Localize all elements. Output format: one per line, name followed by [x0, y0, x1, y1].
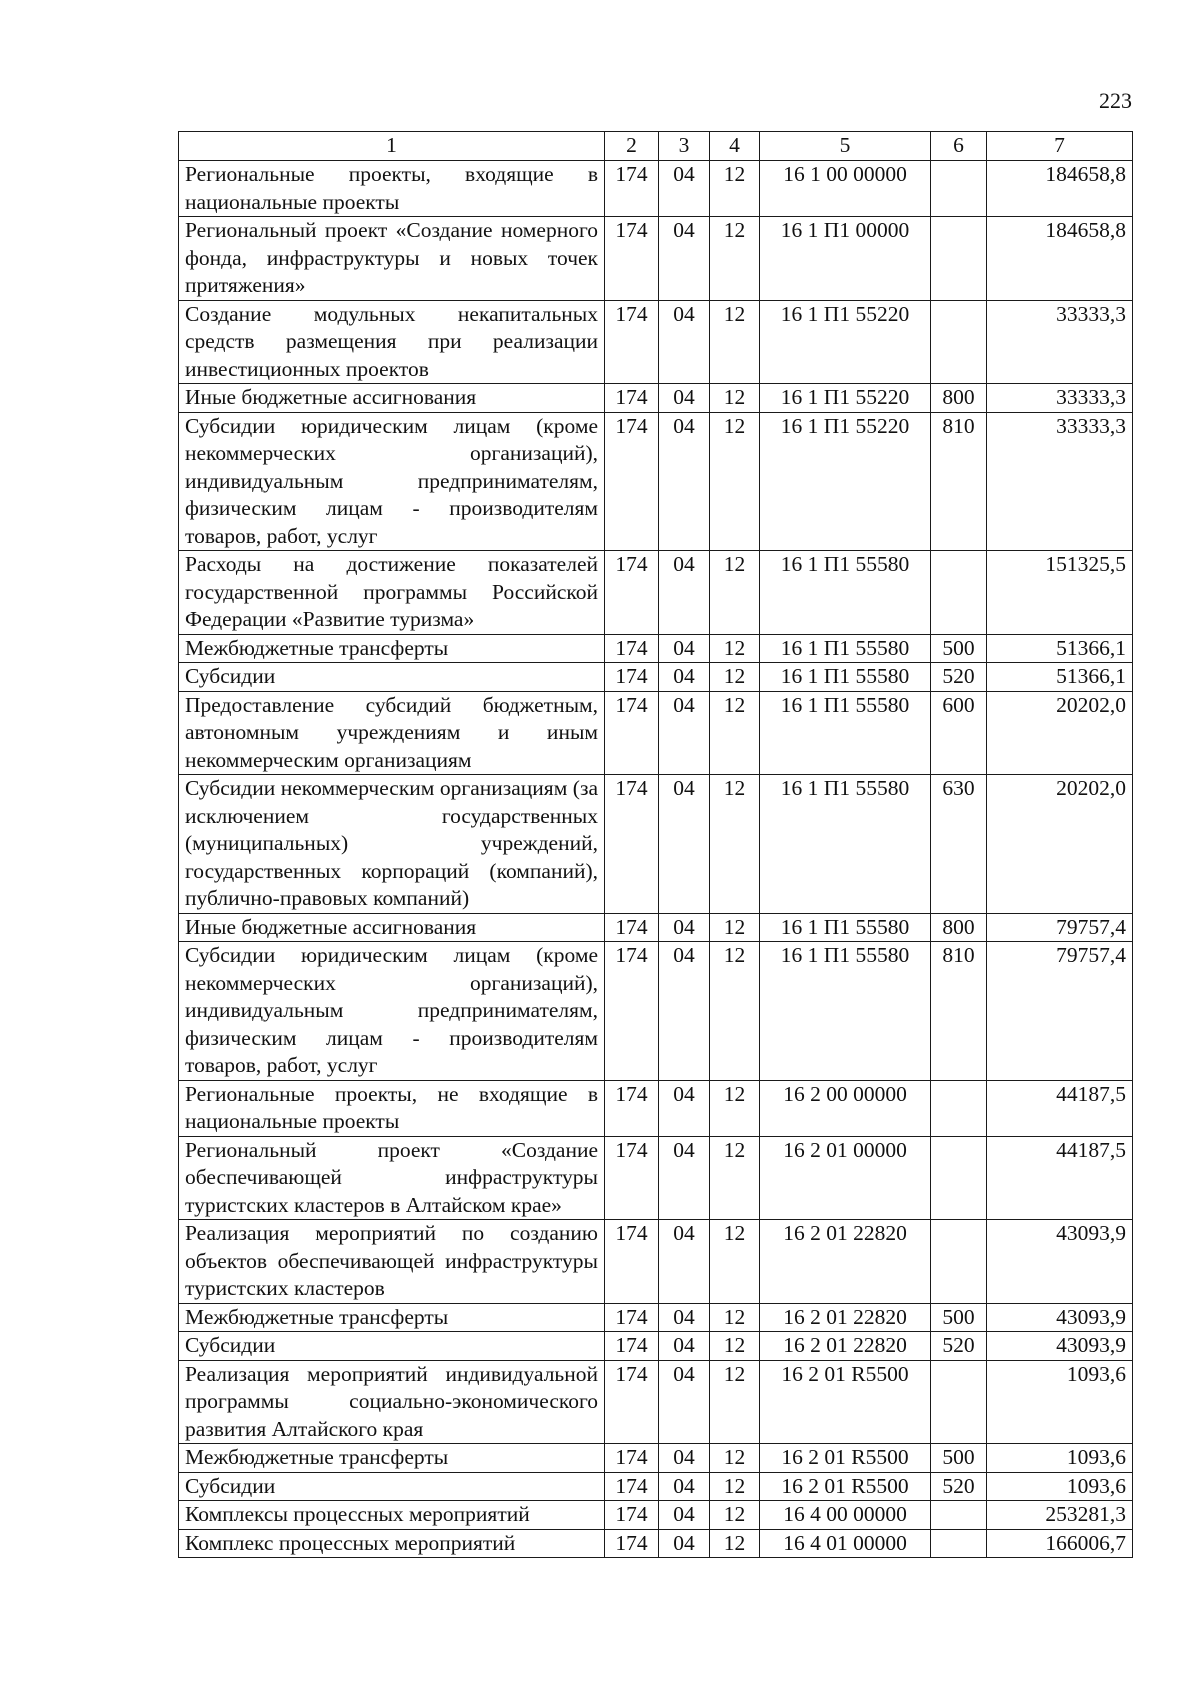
cell-expense-type: 600 [931, 691, 987, 775]
cell-admin: 174 [605, 691, 659, 775]
cell-name: Субсидии [179, 663, 605, 692]
cell-name: Региональные проекты, не входящие в национальные проекты [179, 1080, 605, 1136]
cell-expense-type: 500 [931, 634, 987, 663]
cell-admin: 174 [605, 300, 659, 384]
cell-target-item: 16 2 01 22820 [760, 1332, 931, 1361]
cell-subsection: 12 [710, 551, 760, 635]
cell-name: Субсидии [179, 1472, 605, 1501]
header-cell: 1 [179, 132, 605, 161]
cell-section: 04 [659, 1332, 710, 1361]
cell-expense-type [931, 1136, 987, 1220]
cell-expense-type: 810 [931, 942, 987, 1081]
table-row [179, 663, 1133, 692]
cell-amount: 1093,6 [987, 1444, 1133, 1473]
cell-admin: 174 [605, 663, 659, 692]
cell-subsection: 12 [710, 1303, 760, 1332]
table-row [179, 1080, 1133, 1136]
cell-section: 04 [659, 1472, 710, 1501]
cell-target-item: 16 2 01 22820 [760, 1303, 931, 1332]
cell-target-item: 16 4 01 00000 [760, 1529, 931, 1558]
cell-expense-type: 520 [931, 663, 987, 692]
cell-subsection: 12 [710, 913, 760, 942]
cell-amount: 166006,7 [987, 1529, 1133, 1558]
cell-amount: 51366,1 [987, 634, 1133, 663]
cell-section: 04 [659, 217, 710, 301]
cell-target-item: 16 1 00 00000 [760, 161, 931, 217]
table-row [179, 1136, 1133, 1220]
cell-amount: 1093,6 [987, 1472, 1133, 1501]
cell-amount: 20202,0 [987, 775, 1133, 914]
header-cell: 3 [659, 132, 710, 161]
cell-name: Межбюджетные трансферты [179, 1444, 605, 1473]
cell-name: Реализация мероприятий по созданию объектов обеспечивающей инфраструктуры туристских кластеров [179, 1220, 605, 1304]
table-header [179, 132, 1133, 161]
cell-target-item: 16 1 П1 55580 [760, 942, 931, 1081]
cell-amount: 43093,9 [987, 1303, 1133, 1332]
budget-table [178, 131, 1133, 1558]
cell-admin: 174 [605, 1501, 659, 1530]
cell-section: 04 [659, 775, 710, 914]
cell-amount: 20202,0 [987, 691, 1133, 775]
cell-amount: 253281,3 [987, 1501, 1133, 1530]
cell-name: Иные бюджетные ассигнования [179, 913, 605, 942]
table-row [179, 1501, 1133, 1530]
cell-amount: 184658,8 [987, 161, 1133, 217]
cell-subsection: 12 [710, 217, 760, 301]
cell-admin: 174 [605, 1529, 659, 1558]
cell-expense-type [931, 1080, 987, 1136]
table-row [179, 691, 1133, 775]
cell-section: 04 [659, 300, 710, 384]
cell-admin: 174 [605, 1136, 659, 1220]
cell-admin: 174 [605, 551, 659, 635]
cell-target-item: 16 1 П1 55220 [760, 384, 931, 413]
cell-name: Комплекс процессных мероприятий [179, 1529, 605, 1558]
cell-target-item: 16 1 П1 55580 [760, 691, 931, 775]
cell-section: 04 [659, 691, 710, 775]
cell-name: Иные бюджетные ассигнования [179, 384, 605, 413]
header-row [179, 132, 1133, 161]
cell-admin: 174 [605, 634, 659, 663]
cell-section: 04 [659, 551, 710, 635]
cell-section: 04 [659, 384, 710, 413]
cell-expense-type [931, 1360, 987, 1444]
cell-name: Межбюджетные трансферты [179, 1303, 605, 1332]
cell-amount: 44187,5 [987, 1136, 1133, 1220]
table-row [179, 300, 1133, 384]
cell-target-item: 16 1 П1 55580 [760, 913, 931, 942]
cell-subsection: 12 [710, 1529, 760, 1558]
cell-section: 04 [659, 1360, 710, 1444]
cell-admin: 174 [605, 1332, 659, 1361]
cell-expense-type: 520 [931, 1332, 987, 1361]
table-row [179, 1360, 1133, 1444]
cell-name: Субсидии [179, 1332, 605, 1361]
cell-amount: 33333,3 [987, 300, 1133, 384]
cell-target-item: 16 2 01 R5500 [760, 1472, 931, 1501]
header-cell: 2 [605, 132, 659, 161]
cell-admin: 174 [605, 217, 659, 301]
cell-subsection: 12 [710, 775, 760, 914]
cell-subsection: 12 [710, 161, 760, 217]
table-row [179, 1220, 1133, 1304]
cell-expense-type: 630 [931, 775, 987, 914]
cell-target-item: 16 1 П1 55580 [760, 663, 931, 692]
cell-expense-type [931, 217, 987, 301]
cell-target-item: 16 2 00 00000 [760, 1080, 931, 1136]
cell-amount: 44187,5 [987, 1080, 1133, 1136]
cell-amount: 51366,1 [987, 663, 1133, 692]
cell-subsection: 12 [710, 300, 760, 384]
cell-amount: 43093,9 [987, 1332, 1133, 1361]
cell-name: Региональные проекты, входящие в национальные проекты [179, 161, 605, 217]
cell-target-item: 16 1 П1 55580 [760, 551, 931, 635]
cell-section: 04 [659, 1529, 710, 1558]
cell-section: 04 [659, 1444, 710, 1473]
cell-subsection: 12 [710, 1444, 760, 1473]
cell-admin: 174 [605, 1220, 659, 1304]
cell-expense-type [931, 1529, 987, 1558]
cell-amount: 1093,6 [987, 1360, 1133, 1444]
cell-subsection: 12 [710, 942, 760, 1081]
cell-admin: 174 [605, 913, 659, 942]
table-row [179, 551, 1133, 635]
cell-name: Региональный проект «Создание номерного фонда, инфраструктуры и новых точек притяжения» [179, 217, 605, 301]
cell-name: Межбюджетные трансферты [179, 634, 605, 663]
cell-subsection: 12 [710, 1136, 760, 1220]
cell-target-item: 16 4 00 00000 [760, 1501, 931, 1530]
cell-admin: 174 [605, 412, 659, 551]
cell-section: 04 [659, 1220, 710, 1304]
cell-name: Субсидии юридическим лицам (кроме некоммерческих организаций), индивидуальным предпринимателям, физическим лицам - производителям товаров, работ, услуг [179, 412, 605, 551]
cell-expense-type [931, 300, 987, 384]
table-row [179, 217, 1133, 301]
table-row [179, 913, 1133, 942]
cell-subsection: 12 [710, 1080, 760, 1136]
table-row [179, 775, 1133, 914]
header-cell: 4 [710, 132, 760, 161]
table-row [179, 942, 1133, 1081]
cell-expense-type [931, 1501, 987, 1530]
cell-amount: 33333,3 [987, 412, 1133, 551]
cell-section: 04 [659, 1136, 710, 1220]
cell-expense-type [931, 551, 987, 635]
cell-name: Предоставление субсидий бюджетным, автономным учреждениям и иным некоммерческим организациям [179, 691, 605, 775]
cell-target-item: 16 2 01 R5500 [760, 1360, 931, 1444]
cell-name: Расходы на достижение показателей государственной программы Российской Федерации «Развитие туризма» [179, 551, 605, 635]
table-row [179, 1332, 1133, 1361]
page-number: 223 [1099, 88, 1132, 113]
cell-name: Субсидии юридическим лицам (кроме некоммерческих организаций), индивидуальным предпринимателям, физическим лицам - производителям товаров, работ, услуг [179, 942, 605, 1081]
cell-section: 04 [659, 412, 710, 551]
cell-target-item: 16 2 01 22820 [760, 1220, 931, 1304]
cell-name: Создание модульных некапитальных средств размещения при реализации инвестиционных проектов [179, 300, 605, 384]
cell-subsection: 12 [710, 1220, 760, 1304]
cell-target-item: 16 2 01 00000 [760, 1136, 931, 1220]
cell-name: Реализация мероприятий индивидуальной программы социально-экономического развития Алтайского края [179, 1360, 605, 1444]
cell-amount: 184658,8 [987, 217, 1133, 301]
cell-expense-type: 800 [931, 913, 987, 942]
cell-expense-type: 810 [931, 412, 987, 551]
cell-subsection: 12 [710, 691, 760, 775]
table-row [179, 1303, 1133, 1332]
cell-section: 04 [659, 1501, 710, 1530]
cell-target-item: 16 1 П1 55220 [760, 300, 931, 384]
cell-expense-type: 500 [931, 1444, 987, 1473]
cell-admin: 174 [605, 1444, 659, 1473]
cell-subsection: 12 [710, 1332, 760, 1361]
cell-section: 04 [659, 1080, 710, 1136]
cell-expense-type: 500 [931, 1303, 987, 1332]
cell-target-item: 16 1 П1 55580 [760, 634, 931, 663]
cell-subsection: 12 [710, 412, 760, 551]
cell-section: 04 [659, 942, 710, 1081]
cell-admin: 174 [605, 1080, 659, 1136]
cell-amount: 79757,4 [987, 913, 1133, 942]
cell-expense-type: 520 [931, 1472, 987, 1501]
cell-amount: 43093,9 [987, 1220, 1133, 1304]
cell-amount: 151325,5 [987, 551, 1133, 635]
cell-name: Субсидии некоммерческим организациям (за исключением государственных (муниципальных) учреждений, государственных корпораций (компаний), публично-правовых компаний) [179, 775, 605, 914]
cell-subsection: 12 [710, 634, 760, 663]
cell-subsection: 12 [710, 1360, 760, 1444]
header-cell: 6 [931, 132, 987, 161]
cell-section: 04 [659, 1303, 710, 1332]
cell-amount: 33333,3 [987, 384, 1133, 413]
header-cell: 7 [987, 132, 1133, 161]
cell-admin: 174 [605, 161, 659, 217]
cell-section: 04 [659, 913, 710, 942]
cell-admin: 174 [605, 942, 659, 1081]
table-row [179, 1444, 1133, 1473]
cell-target-item: 16 2 01 R5500 [760, 1444, 931, 1473]
cell-name: Комплексы процессных мероприятий [179, 1501, 605, 1530]
cell-subsection: 12 [710, 1501, 760, 1530]
cell-amount: 79757,4 [987, 942, 1133, 1081]
table-row [179, 634, 1133, 663]
cell-expense-type [931, 161, 987, 217]
cell-target-item: 16 1 П1 00000 [760, 217, 931, 301]
table-row [179, 1472, 1133, 1501]
cell-admin: 174 [605, 1303, 659, 1332]
cell-section: 04 [659, 663, 710, 692]
cell-subsection: 12 [710, 663, 760, 692]
cell-admin: 174 [605, 1360, 659, 1444]
table-body [179, 161, 1133, 1558]
cell-admin: 174 [605, 384, 659, 413]
cell-expense-type [931, 1220, 987, 1304]
cell-subsection: 12 [710, 1472, 760, 1501]
cell-subsection: 12 [710, 384, 760, 413]
cell-name: Региональный проект «Создание обеспечивающей инфраструктуры туристских кластеров в Алтайском крае» [179, 1136, 605, 1220]
cell-section: 04 [659, 634, 710, 663]
table-row [179, 161, 1133, 217]
cell-expense-type: 800 [931, 384, 987, 413]
cell-admin: 174 [605, 775, 659, 914]
cell-target-item: 16 1 П1 55580 [760, 775, 931, 914]
cell-admin: 174 [605, 1472, 659, 1501]
table-row [179, 412, 1133, 551]
table-row [179, 384, 1133, 413]
header-cell: 5 [760, 132, 931, 161]
cell-target-item: 16 1 П1 55220 [760, 412, 931, 551]
cell-section: 04 [659, 161, 710, 217]
table-row [179, 1529, 1133, 1558]
